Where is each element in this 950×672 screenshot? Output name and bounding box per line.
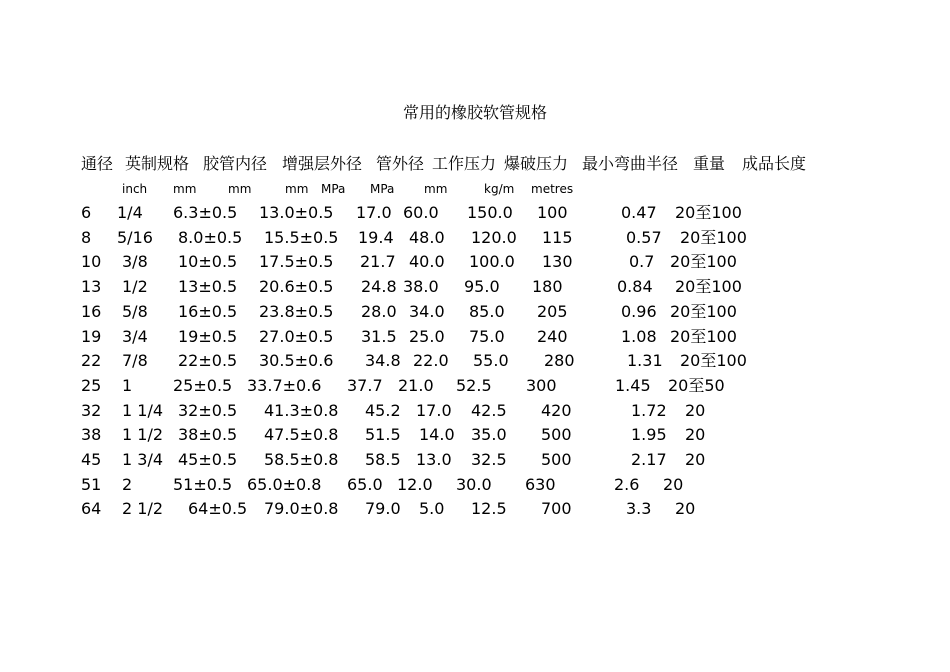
table-cell: 23.8±0.5 — [259, 301, 334, 321]
table-cell: 2 — [122, 474, 133, 494]
table-cell: 38 — [81, 425, 102, 445]
table-cell: 1 1/4 — [122, 400, 164, 420]
table-cell: 27.0±0.5 — [259, 326, 334, 346]
table-cell: 12.0 — [397, 474, 433, 494]
table-row — [0, 202, 950, 224]
table-cell: 3/8 — [122, 252, 148, 272]
table-cell: 51±0.5 — [173, 474, 233, 494]
table-cell: 180 — [532, 277, 563, 297]
table-cell: 700 — [541, 499, 572, 519]
table-cell: 20至100 — [670, 326, 737, 346]
table-cell: 500 — [541, 450, 572, 469]
table-cell: 3/4 — [122, 326, 148, 346]
table-cell: 17.0 — [416, 400, 452, 420]
table-cell: 37.7 — [347, 375, 383, 395]
table-cell: 13±0.5 — [178, 277, 238, 297]
column-header: 爆破压力 — [504, 154, 569, 173]
document-title: 常用的橡胶软管规格 — [402, 103, 547, 122]
table-cell: 0.7 — [629, 252, 655, 272]
table-cell: 20至100 — [675, 277, 742, 297]
table-cell: 52.5 — [456, 375, 492, 395]
table-cell: 205 — [537, 301, 568, 321]
table-cell: 95.0 — [464, 277, 500, 297]
column-header: 胶管内径 — [203, 154, 268, 173]
table-cell: 22 — [81, 351, 102, 371]
table-cell: 85.0 — [469, 301, 505, 321]
table-cell: 13.0±0.5 — [259, 203, 334, 222]
table-cell: 1/4 — [117, 203, 143, 222]
table-cell: 100 — [537, 203, 568, 222]
table-cell: 280 — [544, 351, 575, 371]
table-cell: 6 — [81, 203, 92, 222]
table-cell: 32.5 — [471, 450, 507, 469]
table-cell: 20至100 — [680, 227, 747, 247]
table-row — [0, 326, 950, 348]
table-cell: 20至100 — [670, 301, 737, 321]
table-row — [0, 301, 950, 323]
table-cell: 35.0 — [471, 425, 507, 445]
table-cell: 0.57 — [626, 227, 662, 247]
table-cell: 2.6 — [614, 474, 640, 494]
table-cell: 8.0±0.5 — [178, 227, 243, 247]
table-cell: 1 3/4 — [122, 450, 164, 469]
unit-label: metres — [531, 182, 574, 196]
table-cell: 20至100 — [675, 203, 742, 222]
table-row — [0, 227, 950, 249]
table-row — [0, 449, 950, 471]
table-cell: 34.8 — [365, 351, 401, 371]
column-header: 重量 — [693, 154, 726, 173]
table-cell: 22±0.5 — [178, 351, 238, 371]
table-cell: 13 — [81, 277, 102, 297]
table-row — [0, 375, 950, 397]
units-row — [0, 178, 950, 200]
table-cell: 24.8 — [361, 277, 397, 297]
table-row — [0, 350, 950, 372]
table-cell: 14.0 — [419, 425, 455, 445]
table-cell: 20至100 — [680, 351, 747, 371]
table-cell: 65.0±0.8 — [247, 474, 322, 494]
table-cell: 0.47 — [621, 203, 657, 222]
table-cell: 240 — [537, 326, 568, 346]
table-cell: 1/2 — [122, 277, 148, 297]
unit-label: MPa — [370, 182, 395, 196]
table-cell: 25±0.5 — [173, 375, 233, 395]
table-cell: 20 — [685, 425, 706, 445]
column-header: 通径 — [81, 154, 114, 173]
table-cell: 30.5±0.6 — [259, 351, 334, 371]
table-cell: 48.0 — [409, 227, 445, 247]
table-cell: 25.0 — [409, 326, 445, 346]
table-cell: 100.0 — [469, 252, 515, 272]
table-cell: 25 — [81, 375, 102, 395]
table-cell: 65.0 — [347, 474, 383, 494]
column-header: 英制规格 — [125, 154, 190, 173]
table-cell: 120.0 — [471, 227, 517, 247]
table-cell: 58.5±0.8 — [264, 450, 339, 469]
table-cell: 1 — [122, 375, 133, 395]
table-cell: 15.5±0.5 — [264, 227, 339, 247]
table-cell: 38.0 — [403, 277, 439, 297]
table-cell: 20 — [675, 499, 696, 519]
table-cell: 45 — [81, 450, 102, 469]
table-cell: 20 — [685, 450, 706, 469]
table-cell: 64 — [81, 499, 102, 519]
table-cell: 51.5 — [365, 425, 401, 445]
table-cell: 47.5±0.8 — [264, 425, 339, 445]
table-cell: 16±0.5 — [178, 301, 238, 321]
table-cell: 150.0 — [467, 203, 513, 222]
table-row — [0, 251, 950, 273]
unit-label: mm — [285, 182, 309, 196]
table-cell: 8 — [81, 227, 92, 247]
table-cell: 20.6±0.5 — [259, 277, 334, 297]
table-header-row — [0, 153, 950, 175]
table-cell: 12.5 — [471, 499, 507, 519]
column-header: 管外径 — [376, 154, 425, 173]
table-cell: 19 — [81, 326, 102, 346]
table-row — [0, 400, 950, 422]
table-cell: 34.0 — [409, 301, 445, 321]
table-cell: 19±0.5 — [178, 326, 238, 346]
table-cell: 1.08 — [621, 326, 657, 346]
unit-label: kg/m — [484, 182, 515, 196]
table-cell: 31.5 — [361, 326, 397, 346]
table-cell: 79.0±0.8 — [264, 499, 339, 519]
table-cell: 2.17 — [631, 450, 667, 469]
table-cell: 28.0 — [361, 301, 397, 321]
table-cell: 21.7 — [360, 252, 396, 272]
table-cell: 0.84 — [617, 277, 653, 297]
table-cell: 1.45 — [615, 375, 651, 395]
table-cell: 3.3 — [626, 499, 652, 519]
table-cell: 1.95 — [631, 425, 667, 445]
column-header: 最小弯曲半径 — [582, 154, 679, 173]
table-cell: 10±0.5 — [178, 252, 238, 272]
table-cell: 630 — [525, 474, 556, 494]
table-row — [0, 276, 950, 298]
table-cell: 16 — [81, 301, 102, 321]
table-cell: 0.96 — [621, 301, 657, 321]
column-header: 成品长度 — [742, 154, 807, 173]
table-cell: 20至50 — [668, 375, 725, 395]
table-cell: 20至100 — [670, 252, 737, 272]
table-cell: 38±0.5 — [178, 425, 238, 445]
table-cell: 1 1/2 — [122, 425, 164, 445]
table-cell: 41.3±0.8 — [264, 400, 339, 420]
table-cell: 20 — [685, 400, 706, 420]
table-cell: 75.0 — [469, 326, 505, 346]
unit-label: mm — [424, 182, 448, 196]
table-cell: 20 — [663, 474, 684, 494]
table-cell: 42.5 — [471, 400, 507, 420]
table-cell: 33.7±0.6 — [247, 375, 322, 395]
unit-label: MPa — [321, 182, 346, 196]
unit-label: inch — [122, 182, 148, 196]
table-row — [0, 498, 950, 520]
table-cell: 79.0 — [365, 499, 401, 519]
table-cell: 30.0 — [456, 474, 492, 494]
table-cell: 51 — [81, 474, 102, 494]
table-cell: 17.5±0.5 — [259, 252, 334, 272]
table-cell: 500 — [541, 425, 572, 445]
table-cell: 19.4 — [358, 227, 394, 247]
table-cell: 6.3±0.5 — [173, 203, 238, 222]
unit-label: mm — [228, 182, 252, 196]
table-cell: 32±0.5 — [178, 400, 238, 420]
table-cell: 22.0 — [413, 351, 449, 371]
table-cell: 115 — [542, 227, 573, 247]
unit-label: mm — [173, 182, 197, 196]
table-cell: 5/16 — [117, 227, 153, 247]
table-cell: 2 1/2 — [122, 499, 164, 519]
table-cell: 420 — [541, 400, 572, 420]
table-cell: 5/8 — [122, 301, 148, 321]
table-cell: 40.0 — [409, 252, 445, 272]
table-cell: 1.72 — [631, 400, 667, 420]
table-cell: 60.0 — [403, 203, 439, 222]
table-cell: 7/8 — [122, 351, 148, 371]
column-header: 增强层外径 — [282, 154, 363, 173]
column-header: 工作压力 — [432, 154, 497, 173]
table-cell: 64±0.5 — [188, 499, 248, 519]
table-cell: 58.5 — [365, 450, 401, 469]
table-cell: 300 — [526, 375, 557, 395]
table-cell: 45±0.5 — [178, 450, 238, 469]
table-cell: 17.0 — [356, 203, 392, 222]
table-cell: 5.0 — [419, 499, 445, 519]
table-cell: 130 — [542, 252, 573, 272]
table-cell: 10 — [81, 252, 102, 272]
table-row — [0, 424, 950, 446]
table-cell: 32 — [81, 400, 102, 420]
table-cell: 45.2 — [365, 400, 401, 420]
table-cell: 21.0 — [398, 375, 434, 395]
table-cell: 55.0 — [473, 351, 509, 371]
table-row — [0, 474, 950, 496]
table-cell: 13.0 — [416, 450, 452, 469]
table-cell: 1.31 — [627, 351, 663, 371]
